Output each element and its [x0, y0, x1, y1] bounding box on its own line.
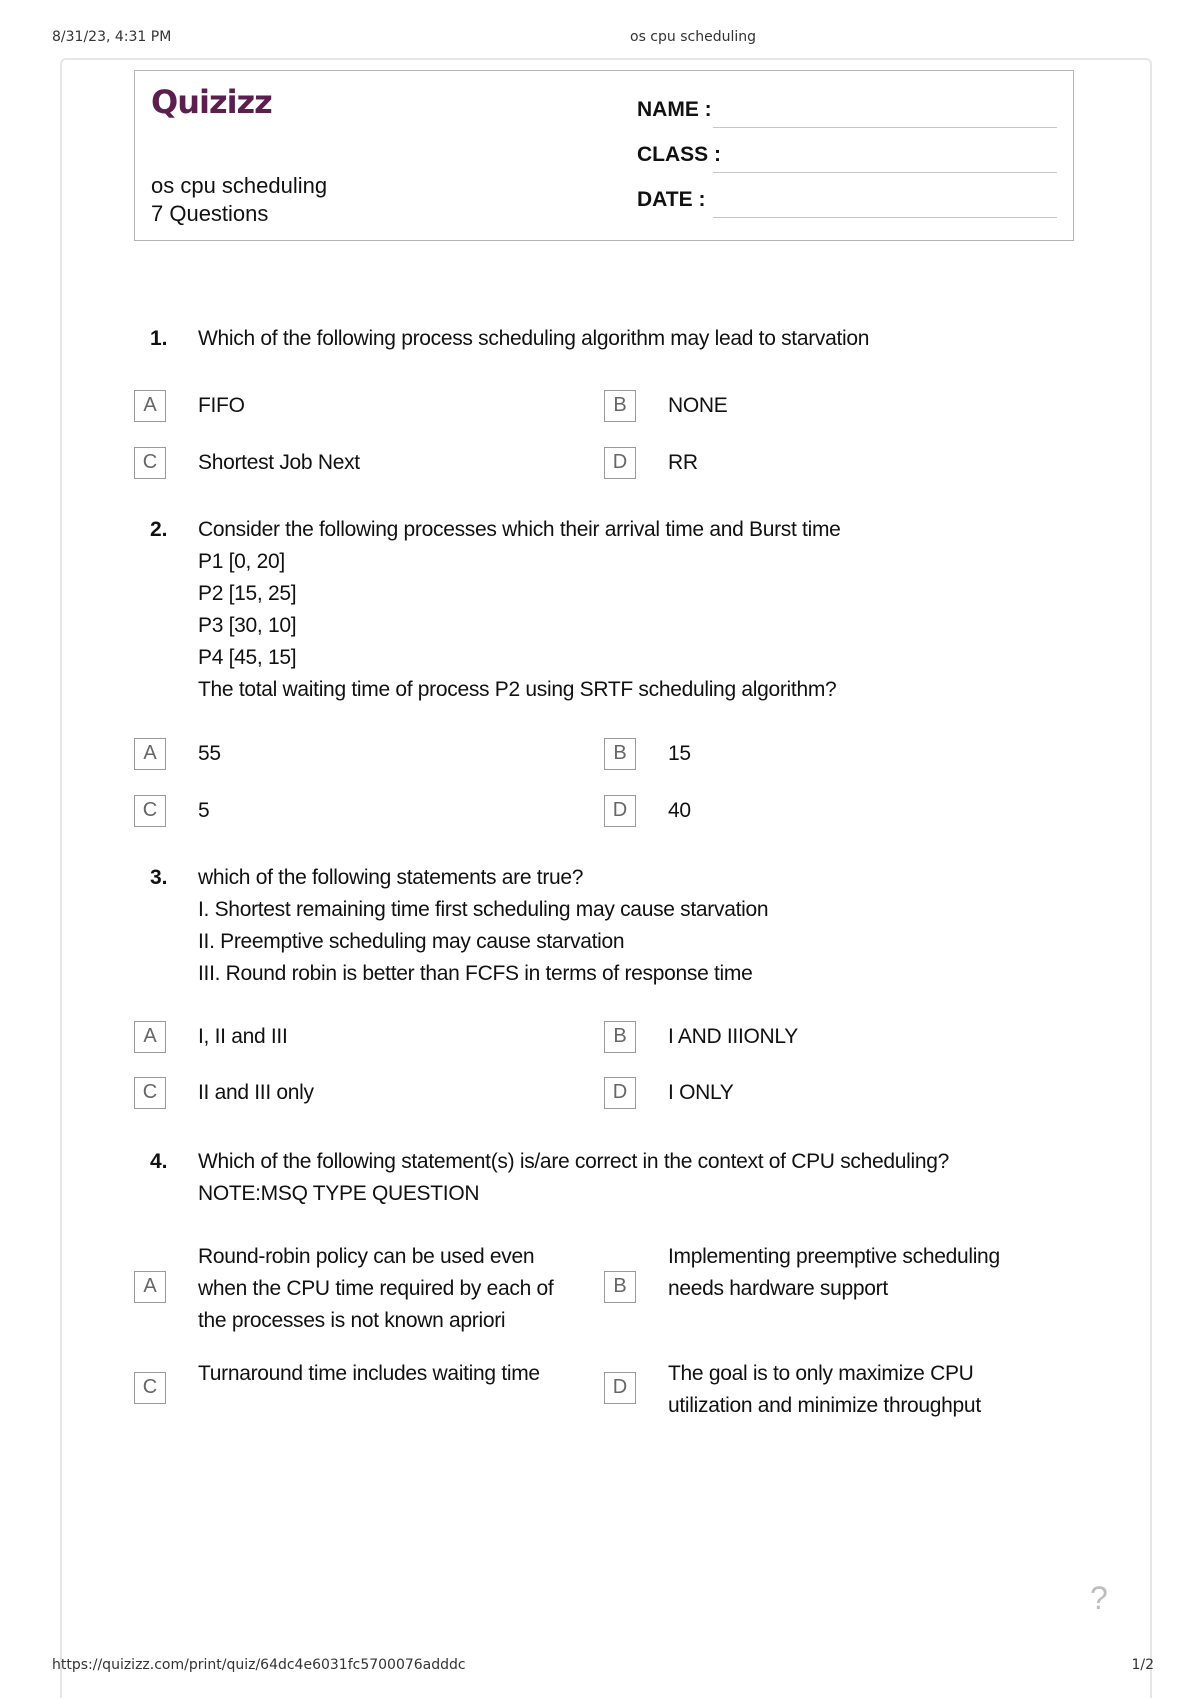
- question-number: 3.: [150, 866, 168, 889]
- question-line: P3 [30, 10]: [198, 614, 297, 637]
- question-number: 4.: [150, 1150, 168, 1173]
- print-header: [0, 29, 1200, 49]
- option-c-badge[interactable]: C: [134, 1372, 166, 1404]
- option-line: needs hardware support: [668, 1277, 888, 1300]
- question-line: P2 [15, 25]: [198, 582, 297, 605]
- question-text: [198, 514, 841, 706]
- option-d-text[interactable]: 40: [668, 799, 691, 822]
- option-a-text[interactable]: [198, 1241, 553, 1337]
- quiz-title: os cpu scheduling: [151, 173, 328, 198]
- print-title: os cpu scheduling: [630, 29, 756, 45]
- option-b-badge[interactable]: B: [604, 390, 636, 422]
- name-field[interactable]: [637, 98, 1057, 128]
- class-label: CLASS :: [637, 143, 721, 166]
- name-line: [713, 127, 1057, 128]
- option-d-text[interactable]: I ONLY: [668, 1081, 734, 1104]
- page-number: 1/2: [1131, 1657, 1154, 1673]
- print-datetime: 8/31/23, 4:31 PM: [52, 29, 172, 45]
- quizizz-logo: Quizizz: [151, 83, 272, 121]
- option-a-text[interactable]: 55: [198, 742, 221, 765]
- question-line: NOTE:MSQ TYPE QUESTION: [198, 1182, 480, 1205]
- name-label: NAME :: [637, 98, 712, 121]
- option-a-badge[interactable]: A: [134, 1271, 166, 1303]
- worksheet-header: [134, 70, 1074, 241]
- question-line: P1 [0, 20]: [198, 550, 285, 573]
- option-line: utilization and minimize throughput: [668, 1394, 981, 1417]
- option-b-text[interactable]: NONE: [668, 394, 728, 417]
- option-c-badge[interactable]: C: [134, 447, 166, 479]
- option-line: when the CPU time required by each of: [198, 1277, 554, 1300]
- date-field[interactable]: [637, 188, 1057, 218]
- option-d-badge[interactable]: D: [604, 1077, 636, 1109]
- print-url: https://quizizz.com/print/quiz/64dc4e6031fc5700076adddc: [52, 1657, 466, 1673]
- question-line: III. Round robin is better than FCFS in terms of response time: [198, 962, 753, 985]
- option-line: Implementing preemptive scheduling: [668, 1245, 1000, 1268]
- question-line: I. Shortest remaining time first scheduling may cause starvation: [198, 898, 769, 921]
- option-b-text[interactable]: 15: [668, 742, 691, 765]
- option-a-badge[interactable]: A: [134, 390, 166, 422]
- option-b-text[interactable]: I AND IIIONLY: [668, 1025, 798, 1048]
- option-line: the processes is not known apriori: [198, 1309, 506, 1332]
- question-line: II. Preemptive scheduling may cause starvation: [198, 930, 625, 953]
- option-d-text[interactable]: RR: [668, 451, 698, 474]
- option-b-badge[interactable]: B: [604, 738, 636, 770]
- option-d-badge[interactable]: D: [604, 1372, 636, 1404]
- option-b-badge[interactable]: B: [604, 1271, 636, 1303]
- question-number: 1.: [150, 327, 168, 350]
- option-d-text[interactable]: [668, 1358, 981, 1422]
- question-line: Which of the following statement(s) is/are correct in the context of CPU scheduling?: [198, 1150, 949, 1173]
- class-field[interactable]: [637, 143, 1057, 173]
- option-line: Turnaround time includes waiting time: [198, 1362, 540, 1385]
- option-c-text[interactable]: [198, 1358, 540, 1390]
- option-a-badge[interactable]: A: [134, 1021, 166, 1053]
- question-count: 7 Questions: [151, 201, 269, 226]
- question-line: The total waiting time of process P2 using SRTF scheduling algorithm?: [198, 678, 837, 701]
- print-footer: [0, 1657, 1200, 1677]
- question-text: [198, 1146, 949, 1210]
- option-b-badge[interactable]: B: [604, 1021, 636, 1053]
- question-line: which of the following statements are true?: [198, 866, 584, 889]
- class-line: [713, 172, 1057, 173]
- question-line: Consider the following processes which their arrival time and Burst time: [198, 518, 841, 541]
- option-c-badge[interactable]: C: [134, 795, 166, 827]
- question-text: [198, 862, 768, 990]
- option-b-text[interactable]: [668, 1241, 1000, 1305]
- option-a-text[interactable]: I, II and III: [198, 1025, 288, 1048]
- help-icon[interactable]: ?: [1090, 1580, 1108, 1616]
- option-c-text[interactable]: 5: [198, 799, 210, 822]
- question-line: Which of the following process scheduling algorithm may lead to starvation: [198, 327, 870, 350]
- option-line: The goal is to only maximize CPU: [668, 1362, 974, 1385]
- option-c-badge[interactable]: C: [134, 1077, 166, 1109]
- option-d-badge[interactable]: D: [604, 795, 636, 827]
- option-a-badge[interactable]: A: [134, 738, 166, 770]
- question-text: [198, 323, 869, 355]
- date-line: [713, 217, 1057, 218]
- question-number: 2.: [150, 518, 168, 541]
- option-a-text[interactable]: FIFO: [198, 394, 245, 417]
- question-line: P4 [45, 15]: [198, 646, 297, 669]
- option-c-text[interactable]: Shortest Job Next: [198, 451, 360, 474]
- date-label: DATE :: [637, 188, 706, 211]
- option-line: Round-robin policy can be used even: [198, 1245, 535, 1268]
- option-d-badge[interactable]: D: [604, 447, 636, 479]
- option-c-text[interactable]: II and III only: [198, 1081, 314, 1104]
